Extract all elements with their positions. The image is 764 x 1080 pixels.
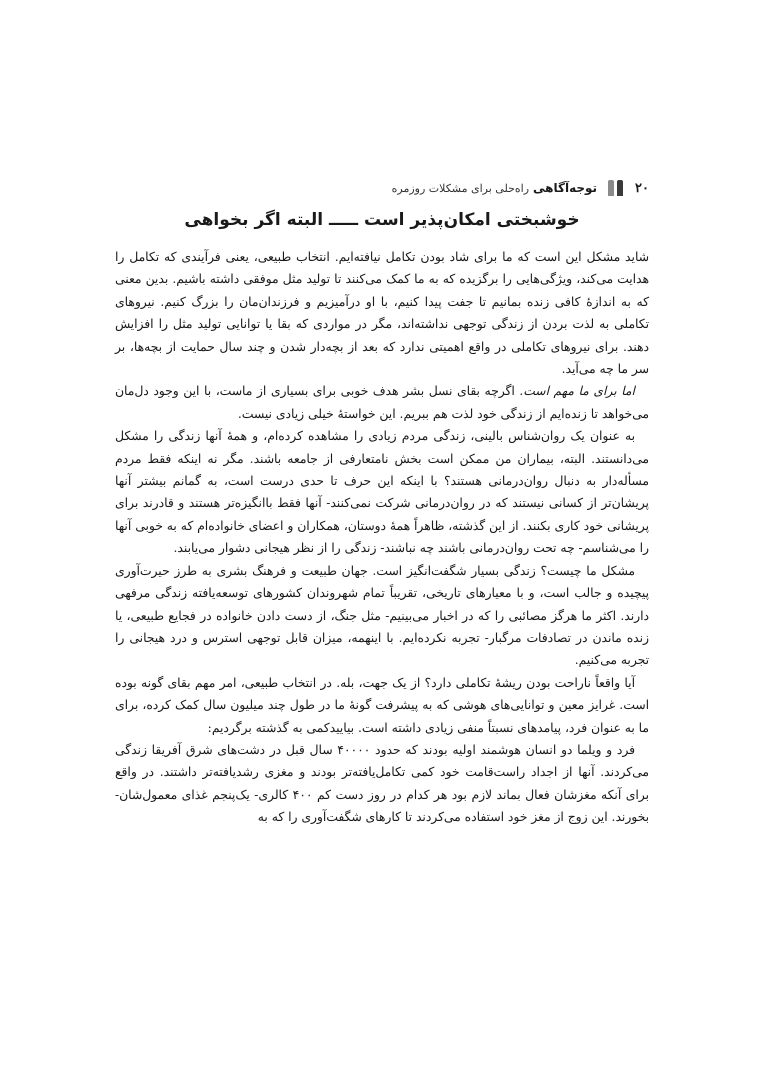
book-title: توجه‌آگاهی	[533, 181, 598, 195]
paragraph	[115, 380, 649, 425]
paragraph: آیا واقعاً ناراحت بودن ریشهٔ تکاملی دارد؟ از یک جهت، بله. در انتخاب طبیعی، امر مهم بقای گونه بوده است. غرایز معین و توانایی‌های هوشی که به پیشرفت گونهٔ ما در طول چند میلیون سال کمک کرده، برای ما به عنوان فرد، پیامدهای نسبتاً منفی زیادی داشته است. بیاییدکمی به گذشته برگردیم:	[115, 675, 649, 735]
paragraph-text: اگرچه بقای نسل بشر هدف خوبی برای بسیاری از ماست، با این وجود دل‌مان می‌خواهد تا زنده‌ایم از زندگی خود لذت هم ببریم. این خواستهٔ خیلی زیادی نیست.	[115, 384, 649, 421]
body-text	[115, 246, 649, 829]
section-title: خوشبختی امکان‌پذیر است ـــــ البته اگر بخواهی	[184, 210, 580, 230]
paragraph: شاید مشکل این است که ما برای شاد بودن تکامل نیافته‌ایم. انتخاب طبیعی، یعنی فرآیندی که تکامل را هدایت می‌کند، ویژگی‌هایی را برگزیده که به ما کمک می‌کنند تا تولید مثل موفقی داشته باشیم. بدین معنی که به اندازهٔ کافی زنده بمانیم تا جفت پیدا کنیم، با او درآمیزیم و فرزندان‌مان را بزرگ کنیم. نیروهای تکاملی به لذت بردن از زندگی توجهی نداشته‌اند، مگر در مواردی که بقا یا توانایی تولید مثل را افزایش دهند. برای نیروهای تکاملی در واقع اهمیتی ندارد که بعد از بچه‌دار شدن و چند سال حمایت از بچه‌ها، بر سر ما چه می‌آید.	[115, 250, 649, 377]
paragraph: فرد و ویلما دو انسان هوشمند اولیه بودند که حدود ۴۰۰۰۰ سال قبل در دشت‌های شرق آفریقا زندگی می‌کردند. آنها از اجداد راست‌قامت خود کمی تکامل‌یافته‌تر بودند و مغزی رشدیافته‌تر داشتند. در واقع برای آنکه مغزشان فعال بماند لازم بود هر کدام در روز دست کم ۴۰۰ کالری- یک‌پنجم غذای معمول‌شان- بخورند. این زوج از مغز خود استفاده می‌کردند تا کارهای شگفت‌آوری را که به	[115, 742, 649, 825]
running-header	[115, 176, 649, 200]
book-subtitle: راه‌حلی برای مشکلات روزمره	[391, 181, 530, 195]
page-number: ۲۰	[635, 180, 649, 196]
paragraph: به عنوان یک روان‌شناس بالینی، زندگی مردم زیادی را مشاهده کرده‌ام، و همهٔ آنها زندگی را مشکل می‌دانستند. البته، بیماران من ممکن است بخش نامتعارفی از جامعه باشند. مگر نه اینکه فقط مردم مسأله‌دار به دنبال روان‌درمانی هستند؟ با اینکه این حرف تا حدی درست است، به گمانم بیشتر آنها پریشان‌تر از کسانی نیستند که در روان‌درمانی شرکت نمی‌کنند- آنها فقط باانگیزه‌تر هستند و قادرند برای پریشانی خود کاری بکنند. از این گذشته، ظاهراً همهٔ دوستان، همکاران و اعضای خانواده‌ام که به خوبی آنها را می‌شناسم- چه تحت روان‌درمانی باشند چه نباشند- زندگی را از نظر هیجانی دشوار می‌یابند.	[115, 429, 649, 556]
italic-lead: اما برای ما مهم است.	[519, 384, 635, 399]
paragraph: مشکل ما چیست؟ زندگی بسیار شگفت‌انگیز است. جهان طبیعت و فرهنگ بشری به طرز حیرت‌آوری پیچیده و جالب است، و با معیارهای تاریخی، تقریباً تمام شهروندان کشورهای توسعه‌یافته زندگی مرفهی دارند. اکثر ما هرگز مصائبی را که در اخبار می‌بینیم- مثل جنگ، از دست دادن خانواده در فجایع طبیعی، یا زنده ماندن در تصادفات مرگبار- تجربه نکرده‌ایم. با اینهمه، میزان قابل توجهی استرس و درد هیجانی را تجربه می‌کنیم.	[115, 563, 649, 668]
book-logo-icon	[605, 179, 625, 197]
